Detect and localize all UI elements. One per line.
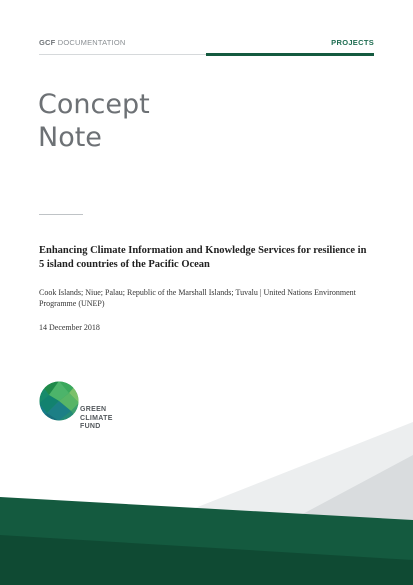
document-countries: Cook Islands; Niue; Palau; Republic of the Marshall Islands; Tuvalu | United Nations Environment Programme (UNEP) [39, 288, 356, 308]
header-org-label: GCF [39, 38, 56, 47]
page-title [38, 88, 150, 154]
header-section-label: DOCUMENTATION [57, 38, 126, 47]
document-title: Enhancing Climate Information and Knowledge Services for resilience in 5 island countries of the Pacific Ocean [39, 245, 367, 270]
header-accent-bar [206, 53, 374, 56]
title-divider [39, 214, 83, 215]
gcf-globe-logo-icon [39, 381, 79, 421]
document-date: 14 December 2018 [39, 323, 100, 332]
logo-line-1: GREEN [80, 406, 107, 413]
header-doc-label [39, 38, 125, 47]
gcf-logo-text [80, 406, 113, 432]
page-title-line-2: Note [38, 122, 102, 153]
logo-line-2: CLIMATE [80, 414, 113, 422]
header-category-label: PROJECTS [331, 38, 374, 47]
logo-line-3: FUND [80, 423, 101, 430]
page-title-line-1: Concept [38, 89, 150, 120]
